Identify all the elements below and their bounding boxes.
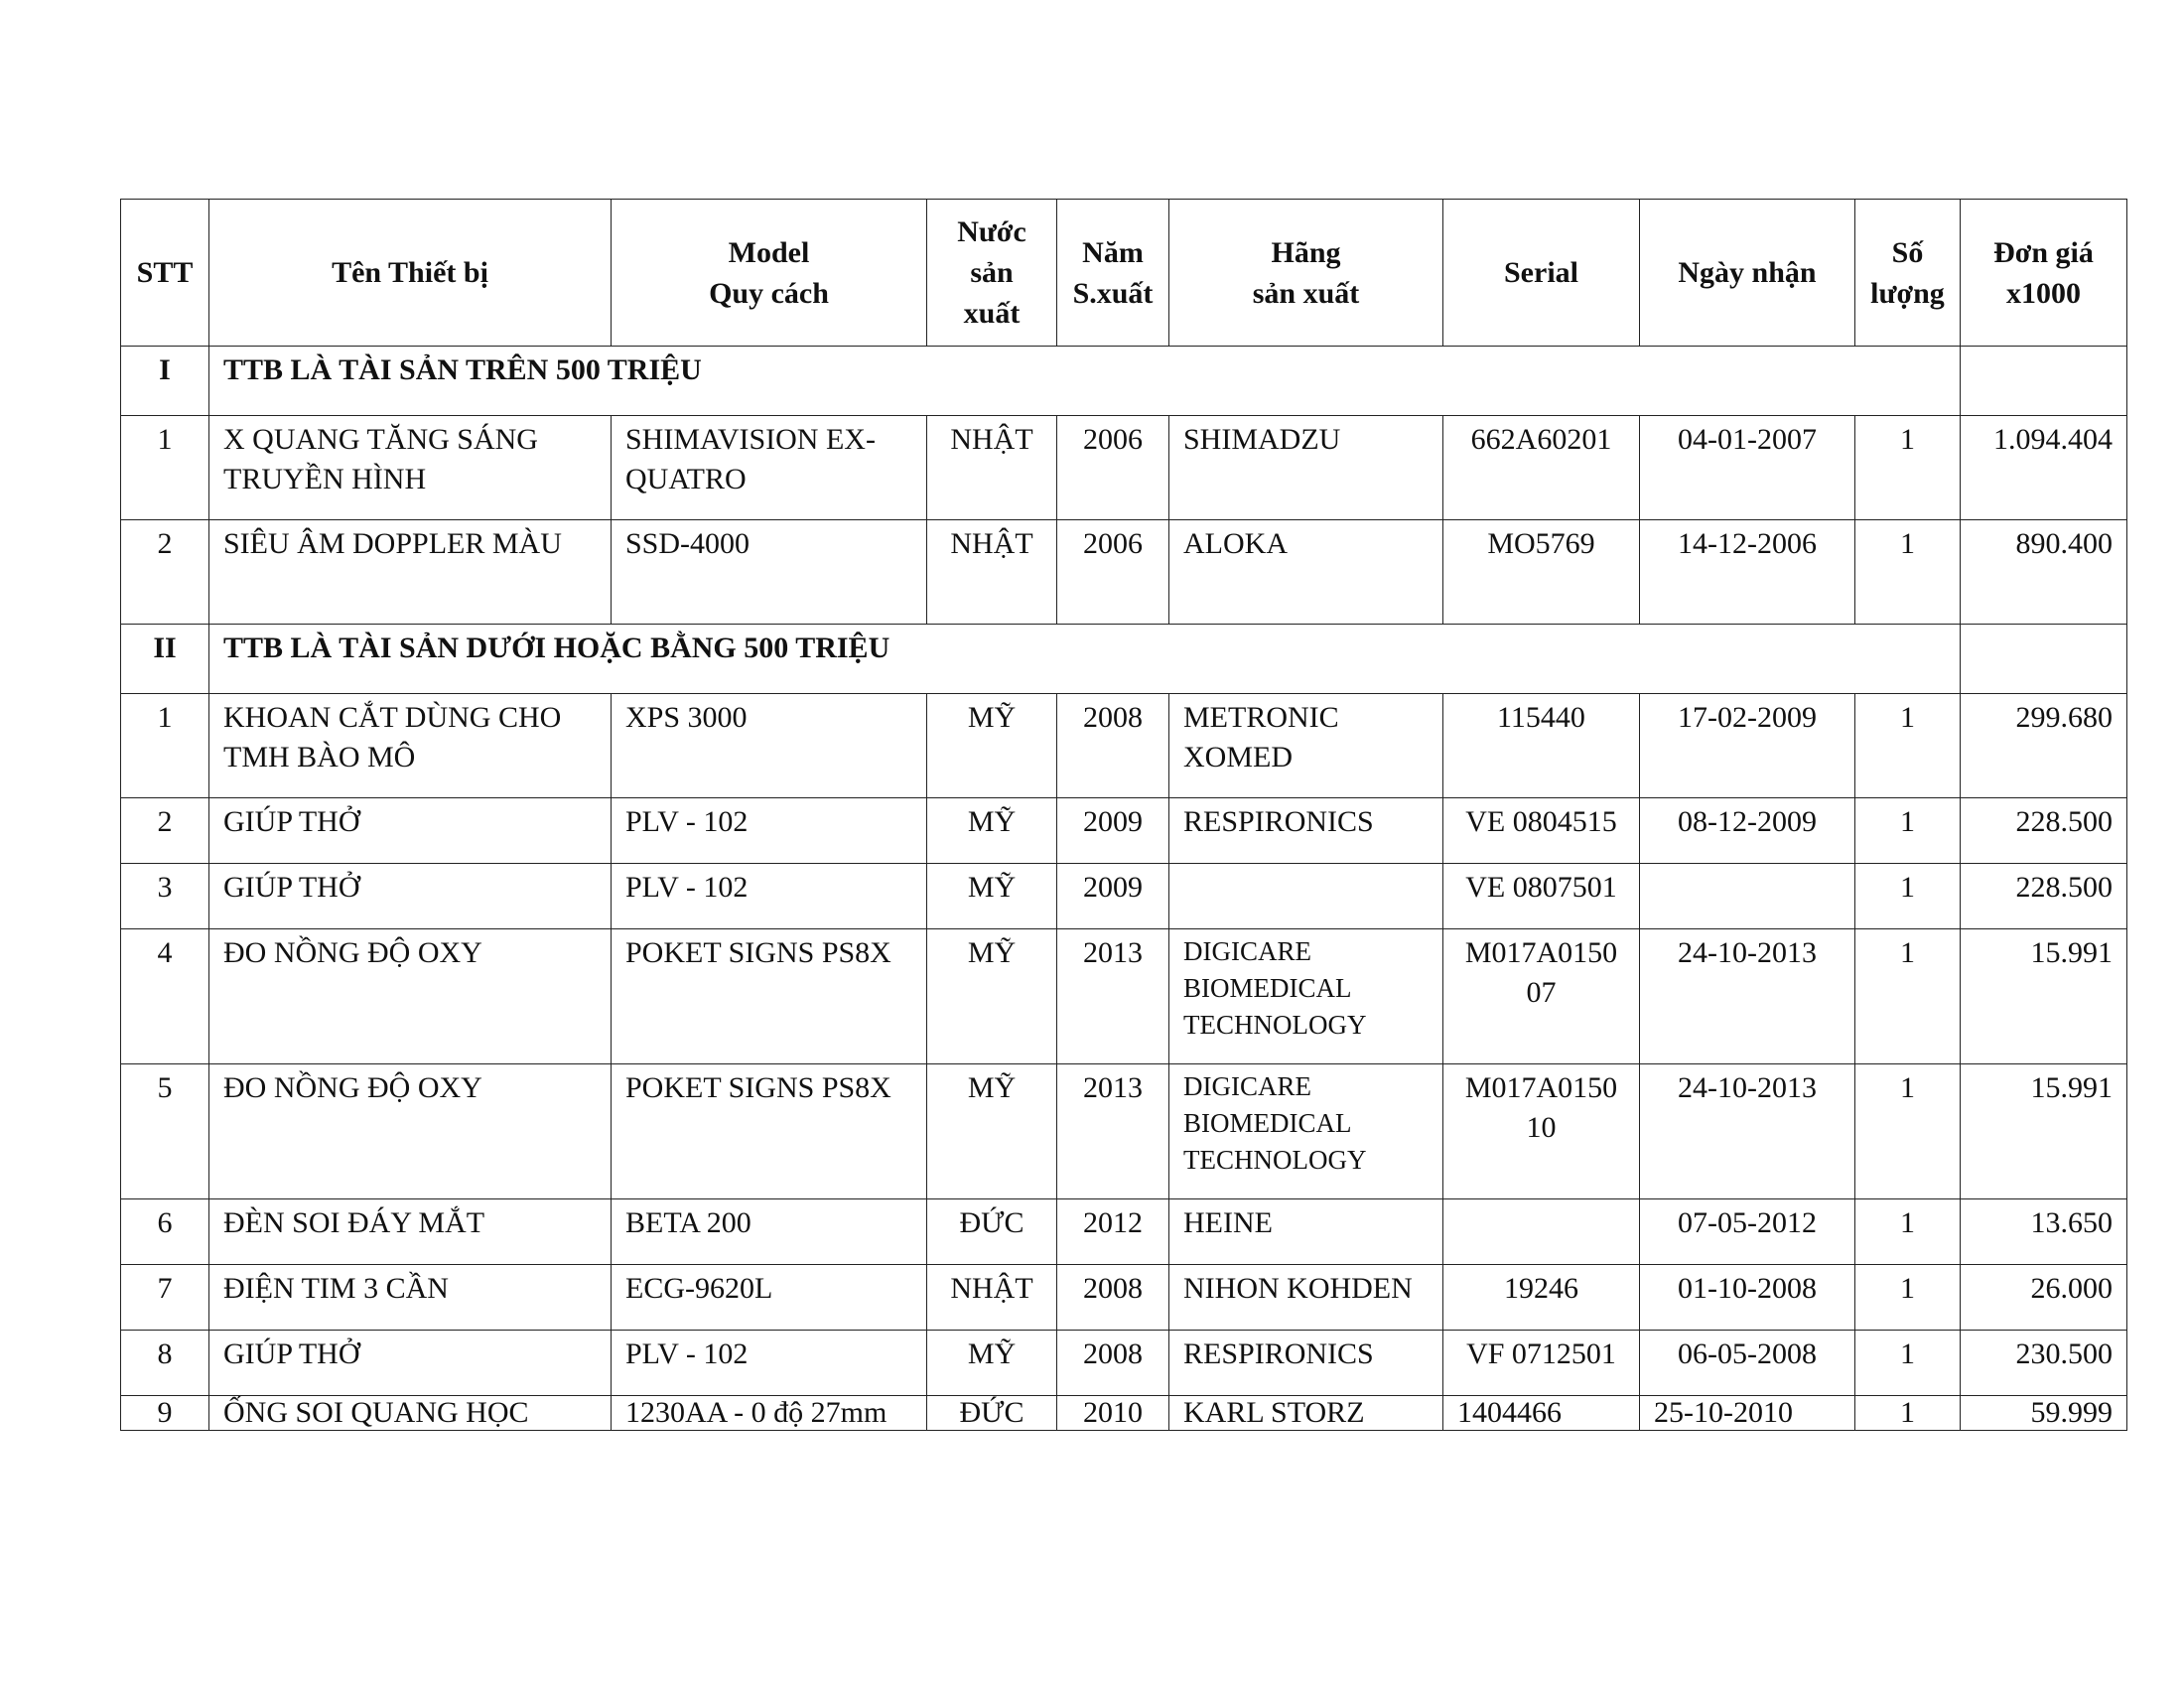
cell-maker: HEINE — [1169, 1199, 1443, 1265]
cell-stt: 1 — [121, 694, 209, 798]
header-qty: Số lượng — [1855, 200, 1961, 347]
cell-serial: 1404466 — [1443, 1396, 1640, 1431]
cell-serial: VF 0712501 — [1443, 1331, 1640, 1396]
table-row — [121, 864, 2127, 929]
cell-maker: RESPIRONICS — [1169, 798, 1443, 864]
cell-price: 15.991 — [1961, 929, 2127, 1064]
cell-price: 230.500 — [1961, 1331, 2127, 1396]
cell-country: NHẬT — [927, 520, 1057, 625]
cell-year: 2008 — [1057, 1265, 1169, 1331]
cell-price: 1.094.404 — [1961, 416, 2127, 520]
cell-date: 01-10-2008 — [1640, 1265, 1855, 1331]
cell-serial: VE 0807501 — [1443, 864, 1640, 929]
cell-qty: 1 — [1855, 416, 1961, 520]
cell-model: POKET SIGNS PS8X — [612, 1064, 927, 1199]
cell-qty: 1 — [1855, 1064, 1961, 1199]
cell-year: 2006 — [1057, 416, 1169, 520]
cell-date — [1640, 864, 1855, 929]
cell-date: 04-01-2007 — [1640, 416, 1855, 520]
cell-maker: DIGICARE BIOMEDICAL TECHNOLOGY — [1169, 1064, 1443, 1199]
cell-maker: ALOKA — [1169, 520, 1443, 625]
table-row — [121, 1396, 2127, 1431]
cell-country: NHẬT — [927, 416, 1057, 520]
cell-name: GIÚP THỞ — [209, 864, 612, 929]
cell-year: 2012 — [1057, 1199, 1169, 1265]
header-stt: STT — [121, 200, 209, 347]
table-row — [121, 1064, 2127, 1199]
cell-serial: 19246 — [1443, 1265, 1640, 1331]
section-number: I — [121, 347, 209, 416]
cell-country: MỸ — [927, 798, 1057, 864]
cell-model: ECG-9620L — [612, 1265, 927, 1331]
cell-name: SIÊU ÂM DOPPLER MÀU — [209, 520, 612, 625]
table-row — [121, 1199, 2127, 1265]
cell-country: MỸ — [927, 864, 1057, 929]
cell-stt: 4 — [121, 929, 209, 1064]
table-row — [121, 929, 2127, 1064]
cell-stt: 2 — [121, 798, 209, 864]
cell-maker: RESPIRONICS — [1169, 1331, 1443, 1396]
header-name: Tên Thiết bị — [209, 200, 612, 347]
section-title: TTB LÀ TÀI SẢN DƯỚI HOẶC BẰNG 500 TRIỆU — [209, 625, 1961, 694]
table-row — [121, 1265, 2127, 1331]
cell-serial: VE 0804515 — [1443, 798, 1640, 864]
cell-maker: NIHON KOHDEN — [1169, 1265, 1443, 1331]
table-row — [121, 798, 2127, 864]
cell-stt: 3 — [121, 864, 209, 929]
cell-qty: 1 — [1855, 1265, 1961, 1331]
cell-qty: 1 — [1855, 929, 1961, 1064]
cell-qty: 1 — [1855, 520, 1961, 625]
cell-date: 25-10-2010 — [1640, 1396, 1855, 1431]
cell-date: 17-02-2009 — [1640, 694, 1855, 798]
cell-country: MỸ — [927, 1064, 1057, 1199]
cell-stt: 6 — [121, 1199, 209, 1265]
cell-stt: 1 — [121, 416, 209, 520]
cell-country: MỸ — [927, 929, 1057, 1064]
cell-date: 24-10-2013 — [1640, 929, 1855, 1064]
cell-country: NHẬT — [927, 1265, 1057, 1331]
cell-maker: KARL STORZ — [1169, 1396, 1443, 1431]
header-country: Nước sản xuất — [927, 200, 1057, 347]
cell-name: GIÚP THỞ — [209, 1331, 612, 1396]
cell-serial — [1443, 1199, 1640, 1265]
section-row — [121, 625, 2127, 694]
cell-qty: 1 — [1855, 864, 1961, 929]
cell-country: ĐỨC — [927, 1199, 1057, 1265]
cell-serial: M017A0150 10 — [1443, 1064, 1640, 1199]
cell-price: 26.000 — [1961, 1265, 2127, 1331]
header-serial: Serial — [1443, 200, 1640, 347]
header-price: Đơn giá x1000 — [1961, 200, 2127, 347]
cell-name: KHOAN CẮT DÙNG CHO TMH BÀO MÔ — [209, 694, 612, 798]
cell-name: ĐO NỒNG ĐỘ OXY — [209, 1064, 612, 1199]
cell-name: ỐNG SOI QUANG HỌC — [209, 1396, 612, 1431]
cell-maker — [1169, 864, 1443, 929]
cell-qty: 1 — [1855, 1199, 1961, 1265]
cell-serial: M017A0150 07 — [1443, 929, 1640, 1064]
cell-price: 228.500 — [1961, 864, 2127, 929]
cell-name: ĐÈN SOI ĐÁY MẮT — [209, 1199, 612, 1265]
cell-model: PLV - 102 — [612, 864, 927, 929]
cell-model: PLV - 102 — [612, 1331, 927, 1396]
cell-model: PLV - 102 — [612, 798, 927, 864]
section-title: TTB LÀ TÀI SẢN TRÊN 500 TRIỆU — [209, 347, 1961, 416]
cell-serial: 662A60201 — [1443, 416, 1640, 520]
cell-country: MỸ — [927, 1331, 1057, 1396]
cell-name: X QUANG TĂNG SÁNG TRUYỀN HÌNH — [209, 416, 612, 520]
cell-stt: 2 — [121, 520, 209, 625]
cell-date: 08-12-2009 — [1640, 798, 1855, 864]
cell-stt: 7 — [121, 1265, 209, 1331]
table-row — [121, 416, 2127, 520]
table-header-row — [121, 200, 2127, 347]
cell-qty: 1 — [1855, 1331, 1961, 1396]
table-row — [121, 694, 2127, 798]
cell-price: 59.999 — [1961, 1396, 2127, 1431]
cell-serial: 115440 — [1443, 694, 1640, 798]
section-number: II — [121, 625, 209, 694]
cell-year: 2009 — [1057, 864, 1169, 929]
header-date: Ngày nhận — [1640, 200, 1855, 347]
cell-year: 2008 — [1057, 1331, 1169, 1396]
cell-price: 299.680 — [1961, 694, 2127, 798]
cell-date: 06-05-2008 — [1640, 1331, 1855, 1396]
cell-model: SHIMAVISION EX- QUATRO — [612, 416, 927, 520]
cell-model: BETA 200 — [612, 1199, 927, 1265]
cell-date: 24-10-2013 — [1640, 1064, 1855, 1199]
cell-year: 2013 — [1057, 1064, 1169, 1199]
cell-year: 2009 — [1057, 798, 1169, 864]
cell-year: 2010 — [1057, 1396, 1169, 1431]
cell-country: ĐỨC — [927, 1396, 1057, 1431]
cell-price: 13.650 — [1961, 1199, 2127, 1265]
cell-stt: 9 — [121, 1396, 209, 1431]
header-year: Năm S.xuất — [1057, 200, 1169, 347]
section-row — [121, 347, 2127, 416]
table-row — [121, 1331, 2127, 1396]
cell-name: ĐIỆN TIM 3 CẦN — [209, 1265, 612, 1331]
header-model: Model Quy cách — [612, 200, 927, 347]
header-maker: Hãng sản xuất — [1169, 200, 1443, 347]
cell-price: 890.400 — [1961, 520, 2127, 625]
cell-serial: MO5769 — [1443, 520, 1640, 625]
cell-date: 07-05-2012 — [1640, 1199, 1855, 1265]
cell-model: SSD-4000 — [612, 520, 927, 625]
cell-model: 1230AA - 0 độ 27mm — [612, 1396, 927, 1431]
cell-price: 228.500 — [1961, 798, 2127, 864]
cell-name: GIÚP THỞ — [209, 798, 612, 864]
equipment-table — [120, 199, 2127, 1431]
cell-stt: 5 — [121, 1064, 209, 1199]
cell-qty: 1 — [1855, 694, 1961, 798]
cell-maker: DIGICARE BIOMEDICAL TECHNOLOGY — [1169, 929, 1443, 1064]
cell-price: 15.991 — [1961, 1064, 2127, 1199]
cell-model: XPS 3000 — [612, 694, 927, 798]
cell-year: 2013 — [1057, 929, 1169, 1064]
cell-qty: 1 — [1855, 798, 1961, 864]
cell-name: ĐO NỒNG ĐỘ OXY — [209, 929, 612, 1064]
cell-qty: 1 — [1855, 1396, 1961, 1431]
cell-date: 14-12-2006 — [1640, 520, 1855, 625]
table-row — [121, 520, 2127, 625]
cell-model: POKET SIGNS PS8X — [612, 929, 927, 1064]
cell-maker: SHIMADZU — [1169, 416, 1443, 520]
cell-year: 2008 — [1057, 694, 1169, 798]
cell-stt: 8 — [121, 1331, 209, 1396]
cell-year: 2006 — [1057, 520, 1169, 625]
cell-country: MỸ — [927, 694, 1057, 798]
cell-maker: METRONIC XOMED — [1169, 694, 1443, 798]
